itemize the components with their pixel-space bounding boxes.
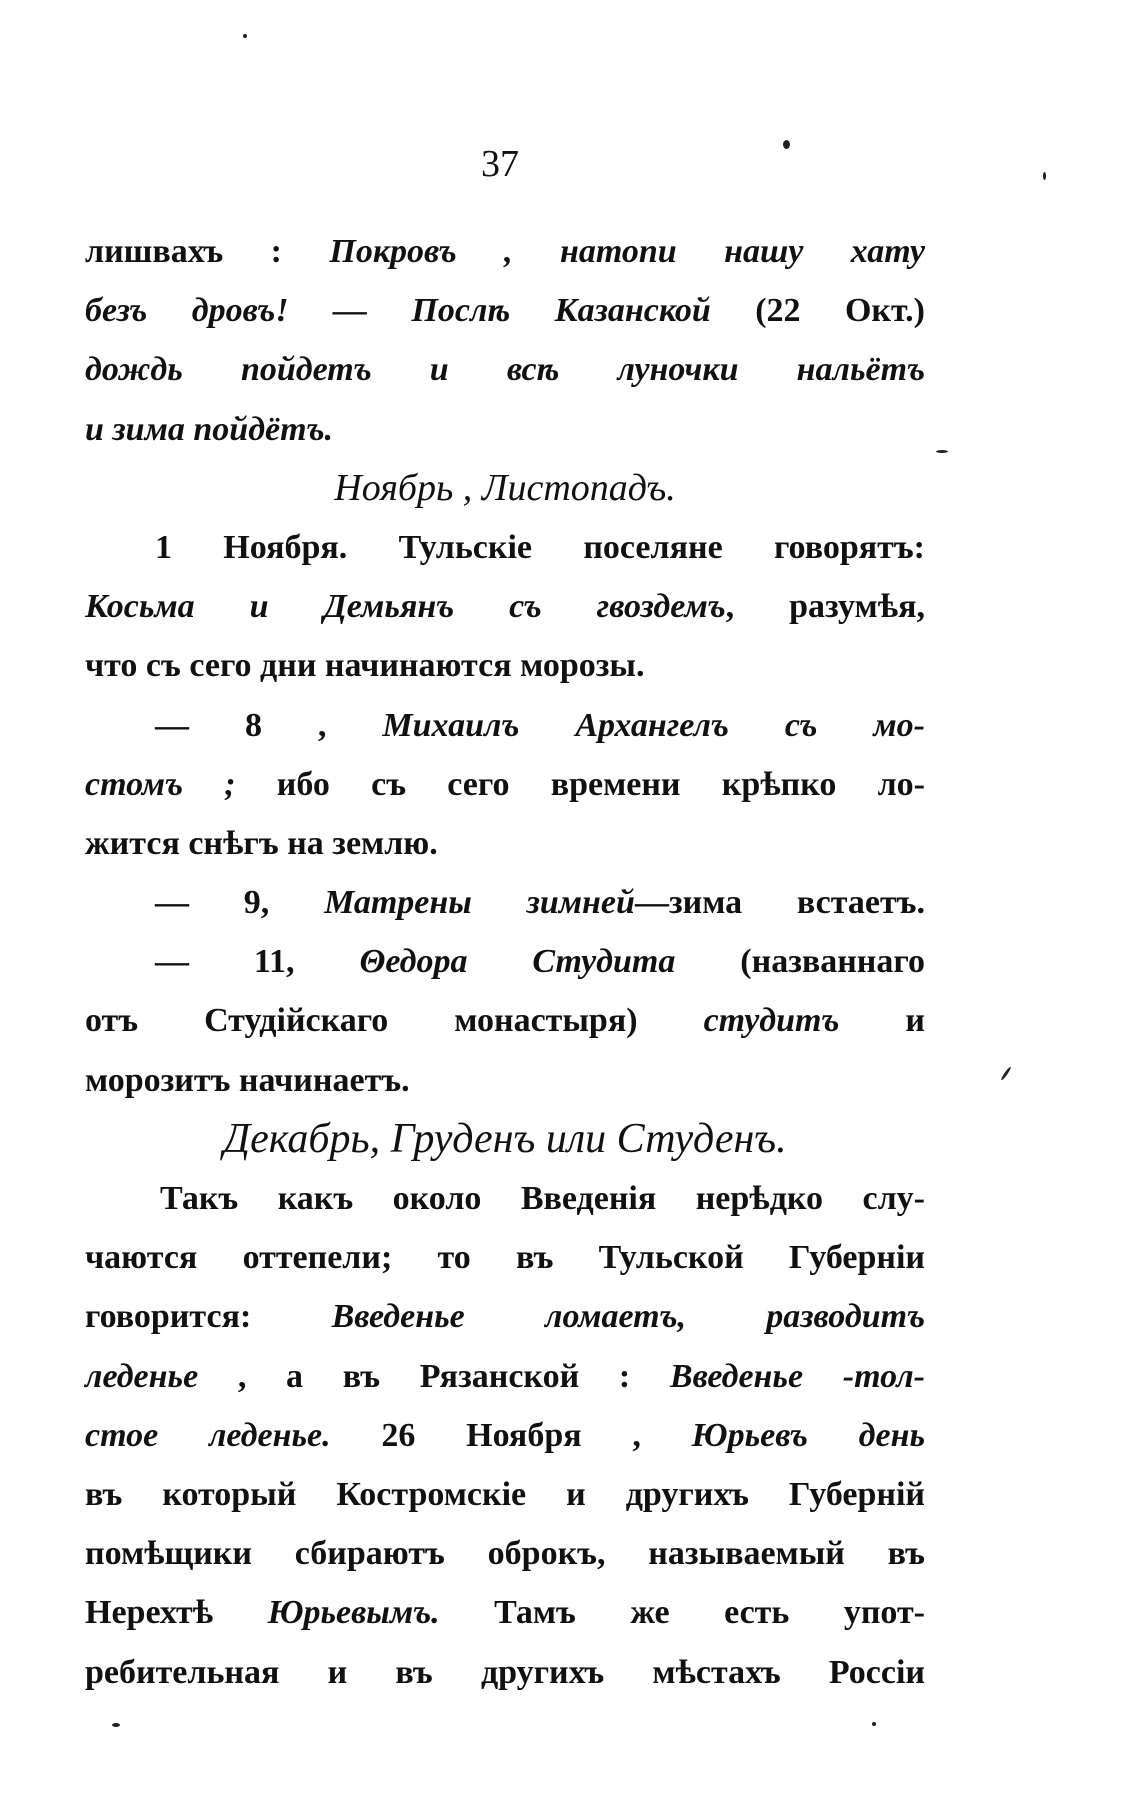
text-span: лишвахъ :: [85, 233, 330, 270]
italic-span: стое леденье.: [85, 1416, 331, 1454]
text-span: Тамъ же есть упот-: [439, 1594, 925, 1632]
text-line: [85, 1524, 925, 1583]
italic-span: Покровъ , натопи нашу хату: [329, 233, 925, 270]
text-line: [85, 873, 925, 932]
italic-span: Юрьевымъ.: [267, 1594, 440, 1632]
text-span: помѣщики сбираютъ оброкъ, называемый въ: [85, 1535, 925, 1573]
text-span: морозитъ начинаетъ.: [85, 1061, 410, 1099]
text-span: чаются оттепели; то въ Тульской Губерніи: [85, 1239, 925, 1277]
text-line: [85, 222, 925, 281]
scan-speck: [112, 1723, 120, 1727]
scan-speck: [872, 1722, 876, 1726]
text-span: ребительная и въ другихъ мѣстахъ Россіи: [85, 1653, 925, 1691]
text-span: Такъ какъ около Введенія нерѣдко слу-: [160, 1180, 925, 1217]
text-span: — 11,: [155, 943, 360, 981]
text-span: —зима встаетъ.: [634, 884, 925, 922]
italic-span: дождь пойдетъ и всѣ луночки нальётъ: [85, 351, 925, 389]
text-span: отъ Студійскаго монастыря): [85, 1002, 704, 1040]
text-line: [85, 577, 925, 636]
text-line: [85, 1287, 925, 1346]
text-span: ибо съ сего времени крѣпко ло-: [235, 765, 925, 803]
italic-span: и зима пойдётъ.: [85, 410, 334, 448]
text-line: [85, 696, 925, 755]
italic-span: Михаилъ Архангелъ съ мо-: [382, 706, 925, 744]
italic-span: Юрьевъ день: [691, 1416, 926, 1454]
italic-span: студитъ: [703, 1002, 840, 1040]
text-span: 1 Ноября. Тульскіе поселяне говорятъ:: [155, 528, 925, 566]
scan-speck: [243, 34, 247, 38]
section-heading-december: Декабрь, Груденъ или Студенъ.: [223, 1115, 787, 1162]
text-span: 26 Ноября ,: [330, 1416, 692, 1454]
text-span: (22 Окт.): [755, 292, 925, 330]
scan-speck: [1000, 1066, 1012, 1081]
italic-span: леденье: [85, 1357, 199, 1395]
text-span: и: [839, 1002, 925, 1040]
text-span: жится снѣгъ на землю.: [85, 824, 438, 862]
text-line: [85, 1583, 925, 1642]
text-span: что съ сего дни начинаются морозы.: [85, 647, 645, 685]
text-line: [85, 400, 925, 459]
italic-span: безъ дровъ! — Послѣ Казанской: [85, 292, 756, 330]
section-heading-november: Ноябрь , Листопадъ.: [334, 466, 676, 509]
text-line: [85, 1169, 925, 1228]
text-line: [85, 281, 925, 340]
text-span: — 8 ,: [155, 706, 383, 744]
text-line: [85, 1406, 925, 1465]
italic-span: Θедора Студита: [359, 943, 676, 981]
scan-speck: [1043, 172, 1046, 180]
text-line: [85, 932, 925, 991]
text-span: , разумѣя,: [725, 588, 926, 626]
text-span: (названнаго: [675, 943, 925, 981]
text-line: [85, 814, 925, 873]
text-line: [85, 1051, 925, 1110]
scan-speck: [936, 450, 948, 453]
text-span: — 9,: [155, 884, 325, 922]
text-line: [85, 518, 925, 577]
text-line: [85, 991, 925, 1050]
text-line: [85, 1643, 925, 1702]
text-span: говорится:: [85, 1298, 332, 1336]
text-line: [85, 1228, 925, 1287]
page-text: [85, 222, 925, 1702]
text-line: [85, 755, 925, 814]
text-span: , а въ Рязанской :: [198, 1357, 670, 1395]
italic-span: стомъ ;: [85, 765, 236, 803]
text-span: въ который Костромскіе и другихъ Губерній: [85, 1475, 925, 1513]
text-line: [85, 636, 925, 695]
text-line: [85, 1347, 925, 1406]
italic-span: Введенье ломаетъ, разводитъ: [331, 1298, 925, 1336]
text-span: Нерехтѣ: [85, 1594, 268, 1632]
page-number: 37: [481, 143, 519, 185]
text-line: [85, 1465, 925, 1524]
text-line: [85, 340, 925, 399]
scan-speck: [783, 140, 790, 149]
italic-span: Введенье -тол-: [669, 1357, 925, 1395]
italic-span: Косьма и Демьянъ съ гвоздемъ: [85, 588, 726, 626]
italic-span: Матрены зимней: [324, 884, 635, 922]
